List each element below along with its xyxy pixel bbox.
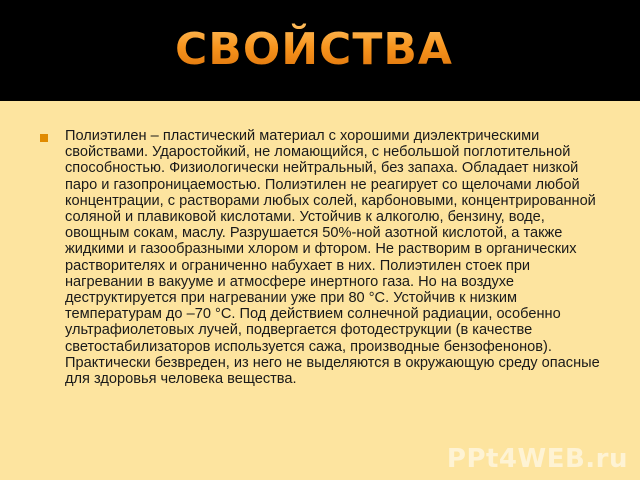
slide-content (38, 128, 608, 387)
bullet-item (38, 128, 608, 387)
bullet-icon (40, 134, 48, 142)
watermark: PPt4WEB.ru (446, 444, 628, 474)
body-text: Полиэтилен – пластический материал с хорошими диэлектрическими свойствами. Ударостойкий, не ломающийся, с небольшой поглотительной способностью. Физиологически нейтральный, без запаха. Обладает низкой паро и газопроницаемостью. Полиэтилен не реагирует со щелочами любой концентрации, с растворами любых солей, карбоновыми, концентрированной соляной и плавиковой кислотами. Устойчив к алкоголю, бензину, воде, овощным сокам, маслу. Разрушается 50%-ной азотной кислотой, а также жидкими и газообразными хлором и фтором. Не растворим в органических растворителях и ограниченно набухает в них. Полиэтилен стоек при нагревании в вакууме и атмосфере инертного газа. Но на воздухе деструктируется при нагревании уже при 80 °С. Устойчив к низким температурам до –70 °С. Под действием солнечной радиации, особенно ультрафиолетовых лучей, подвергается фотодеструкции (в качестве светостабилизаторов используется сажа, производные бензофенонов). Практически безвреден, из него не выделяются в окружающую среду опасные для здоровья человека вещества. (65, 128, 600, 388)
title-bar (0, 0, 640, 101)
slide-title: СВОЙСТВА (175, 22, 453, 78)
